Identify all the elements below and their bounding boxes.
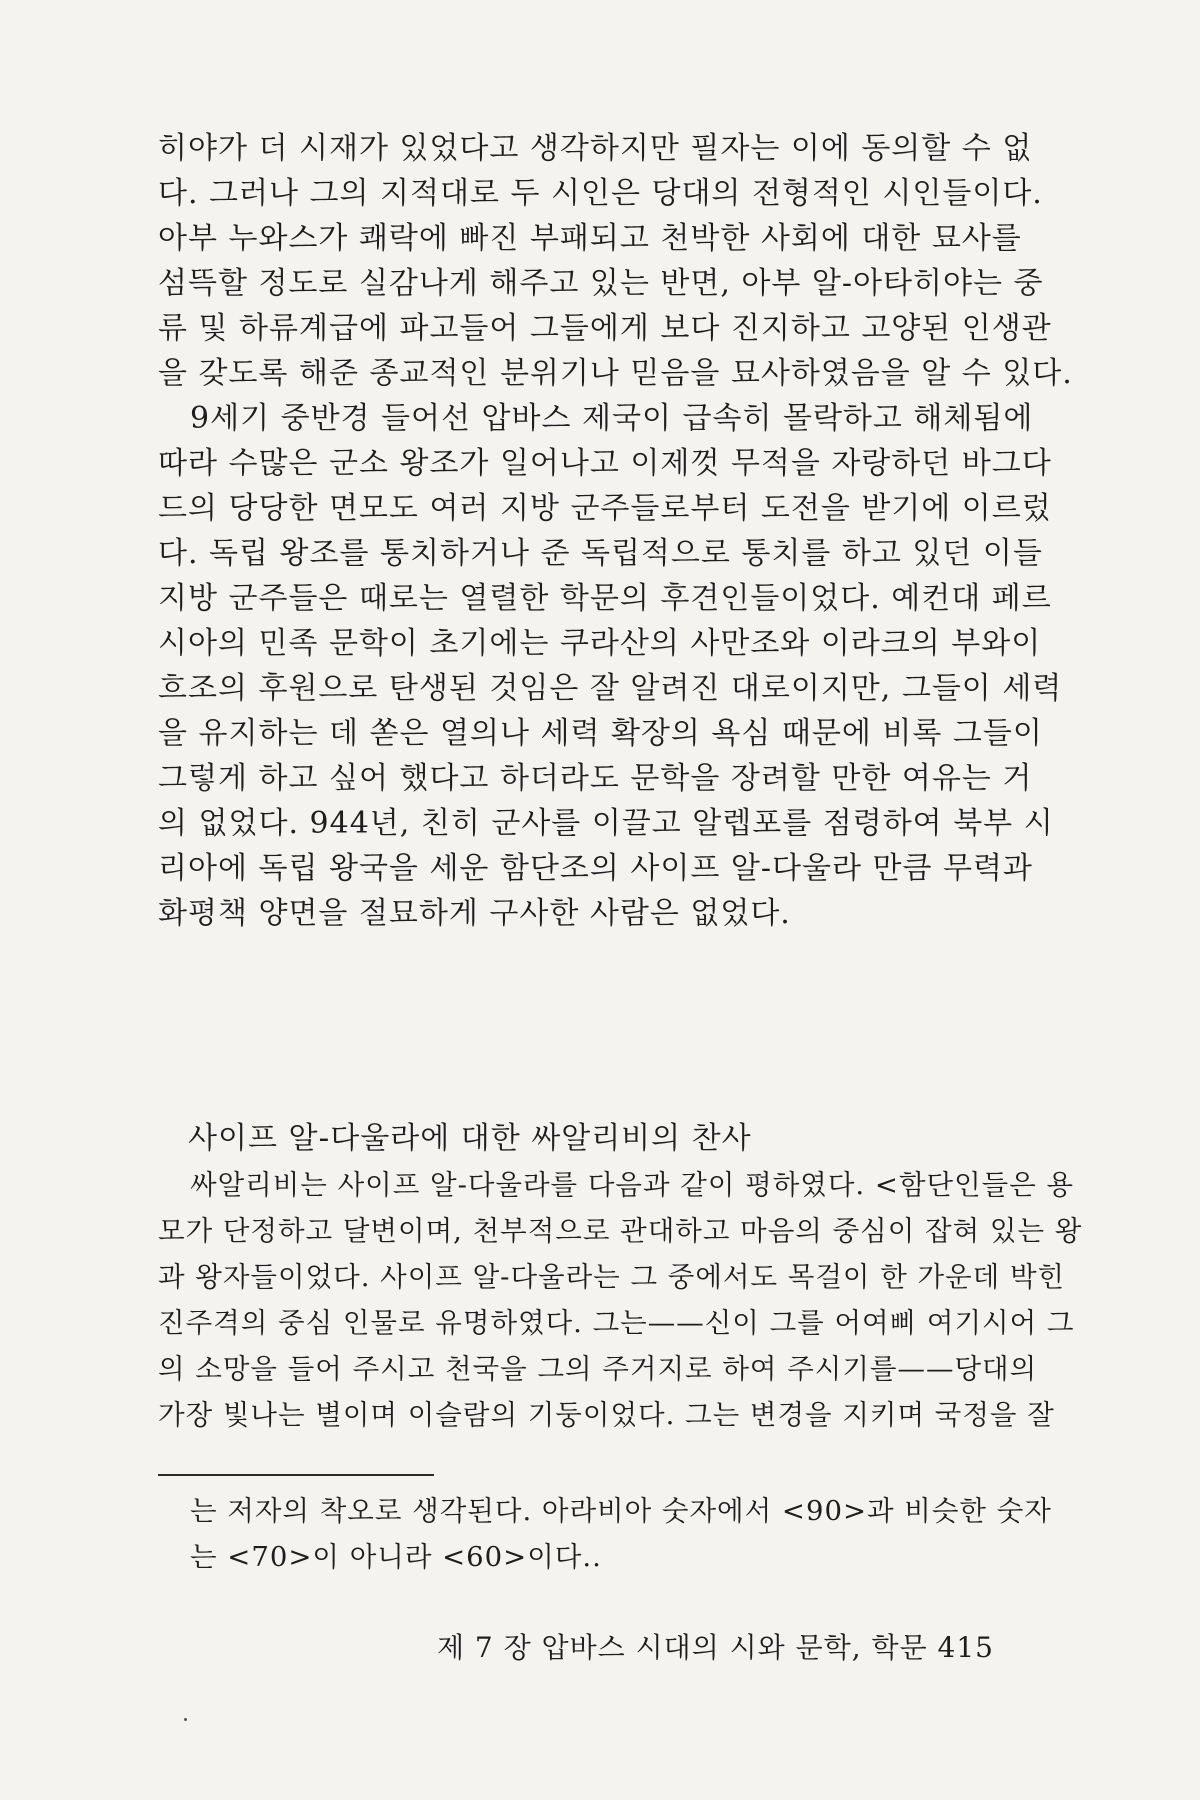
footnote-line: 는 <70>이 아니라 <60>이다.. [190,1541,602,1573]
quote-paragraph [158,1162,1083,1438]
footnote-line: 는 저자의 착오로 생각된다. 아라비아 숫자에서 <90>과 비슷한 숫자 [190,1495,1052,1527]
quote-line: 싸알리비는 사이프 알-다울라를 다음과 같이 평하였다. <함단인들은 용 [190,1169,1075,1201]
body-line: 을 갖도록 해준 종교적인 분위기나 믿음을 묘사하였음을 알 수 있다. [158,356,1073,391]
body-line: 다. 그러나 그의 지적대로 두 시인은 당대의 전형적인 시인들이다. [158,176,1043,211]
body-line: 지방 군주들은 때로는 열렬한 학문의 후견인들이었다. 예컨대 페르 [158,581,1052,616]
body-line: 을 유지하는 데 쏟은 열의나 세력 확장의 욕심 때문에 비록 그들이 [158,716,1043,751]
body-paragraphs [158,126,1073,936]
body-line: 아부 누와스가 쾌락에 빠진 부패되고 천박한 사회에 대한 묘사를 [158,221,1022,256]
body-line: 드의 당당한 면모도 여러 지방 군주들로부터 도전을 받기에 이르렀 [158,491,1052,526]
quote-line: 진주격의 중심 인물로 유명하였다. 그는——신이 그를 어여삐 여기시어 그 [158,1307,1075,1339]
section-heading: 사이프 알-다울라에 대한 싸알리비의 찬사 [188,1121,752,1156]
scan-speck [184,1718,187,1721]
page-number: 415 [937,1631,994,1664]
body-line: 화평책 양면을 절묘하게 구사한 사람은 없었다. [158,896,791,931]
quote-line: 의 소망을 들어 주시고 천국을 그의 주거지로 하여 주시기를——당대의 [158,1353,1038,1385]
body-line: 9세기 중반경 들어선 압바스 제국이 급속히 몰락하고 해체됨에 [190,401,1034,436]
body-line: 히야가 더 시재가 있었다고 생각하지만 필자는 이에 동의할 수 없 [158,131,1033,166]
quote-line: 과 왕자들이었다. 사이프 알-다울라는 그 중에서도 목걸이 한 가운데 박힌 [158,1261,1066,1293]
page-footer [437,1628,994,1668]
body-line: 그렇게 하고 싶어 했다고 하더라도 문학을 장려할 만한 여유는 거 [158,761,1033,796]
body-line: 의 없었다. 944년, 친히 군사를 이끌고 알렙포를 점령하여 북부 시 [158,806,1054,841]
body-line: 따라 수많은 군소 왕조가 일어나고 이제껏 무적을 자랑하던 바그다 [158,446,1052,481]
body-line: 리아에 독립 왕국을 세운 함단조의 사이프 알-다울라 만큼 무력과 [158,851,1033,886]
body-line: 흐조의 후원으로 탄생된 것임은 잘 알려진 대로이지만, 그들이 세력 [158,671,1063,706]
body-line: 류 및 하류계급에 파고들어 그들에게 보다 진지하고 고양된 인생관 [158,311,1052,346]
body-line: 섬뜩할 정도로 실감나게 해주고 있는 반면, 아부 알-아타히야는 중 [158,266,1044,301]
quote-line: 모가 단정하고 달변이며, 천부적으로 관대하고 마음의 중심이 잡혀 있는 왕 [158,1215,1083,1247]
footnote [158,1488,1052,1580]
footnote-rule [158,1474,434,1476]
running-head: 제 7 장 압바스 시대의 시와 문학, 학문 [436,1631,928,1664]
body-line: 다. 독립 왕조를 통치하거나 준 독립적으로 통치를 하고 있던 이들 [158,536,1043,571]
body-line: 시아의 민족 문학이 초기에는 쿠라산의 사만조와 이라크의 부와이 [158,626,1042,661]
quote-line: 가장 빛나는 별이며 이슬람의 기둥이었다. 그는 변경을 지키며 국정을 잘 [158,1399,1055,1431]
